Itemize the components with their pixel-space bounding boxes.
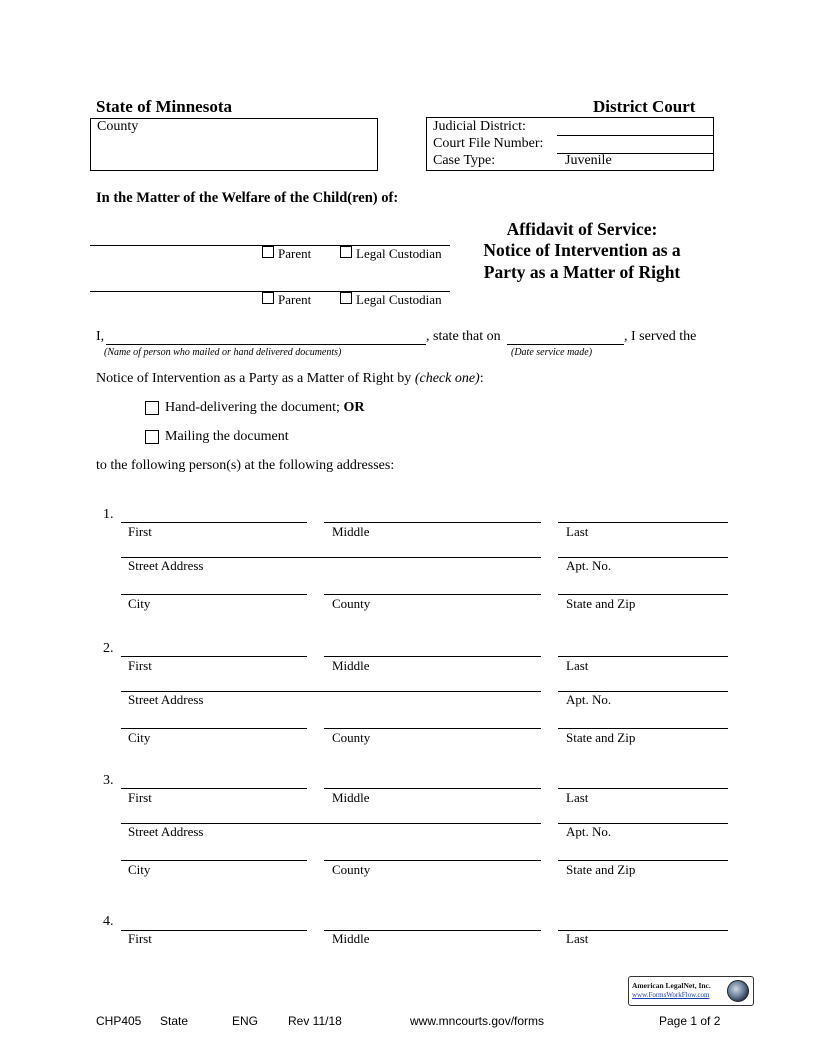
mail-option-label: Mailing the document [165,429,289,444]
form-title-line-3: Party as a Matter of Right [483,262,681,282]
parent-checkbox-2[interactable] [262,292,274,304]
last-label-1: Last [566,524,589,539]
footer-state: State [160,1014,189,1028]
judicial-district-label: Judicial District: [433,119,526,134]
footer-form-id: CHP405 [96,1014,142,1028]
entry-number-2: 2. [103,641,114,656]
state-zip-field-1[interactable] [558,594,728,595]
state-zip-field-3[interactable] [558,860,728,861]
statement-suffix: , I served the [624,329,697,344]
addressees-intro: to the following person(s) at the following addresses: [96,458,395,473]
city-field-3[interactable] [121,860,307,861]
first-label-3: First [128,790,152,805]
method-sentence-text: Notice of Intervention as a Party as a Matter of Right by [96,371,415,386]
first-name-field-3[interactable] [121,788,307,789]
county-field-2[interactable] [324,728,541,729]
middle-name-field-2[interactable] [324,656,541,657]
last-name-field-3[interactable] [558,788,728,789]
street-label-2: Street Address [128,692,204,707]
method-sentence-end: : [479,371,484,386]
case-info-box [426,117,714,171]
first-label-1: First [128,524,152,539]
last-label-3: Last [566,790,589,805]
county-label-1: County [332,596,371,611]
street-label-3: Street Address [128,824,204,839]
state-zip-label-2: State and Zip [566,730,636,745]
entry-number-3: 3. [103,773,114,788]
middle-label-3: Middle [332,790,370,805]
legalnet-logo[interactable] [628,976,754,1006]
served-by-name-field[interactable] [106,344,426,345]
footer-url[interactable]: www.mncourts.gov/forms [410,1014,545,1028]
date-caption: (Date service made) [511,347,593,358]
city-label-3: City [128,862,151,877]
last-label-4: Last [566,931,589,946]
statement-prefix: I, [96,329,105,344]
county-field-3[interactable] [324,860,541,861]
city-label-1: City [128,596,151,611]
court-file-number-label: Court File Number: [433,136,544,151]
county-label: County [97,119,139,134]
parent-label-1: Parent [278,246,312,261]
county-field-1[interactable] [324,594,541,595]
name-caption: (Name of person who mailed or hand delivered documents) [104,347,342,358]
globe-icon [727,980,749,1002]
custodian-checkbox-2[interactable] [340,292,352,304]
state-zip-label-1: State and Zip [566,596,636,611]
check-one-note: (check one) [414,371,480,386]
last-name-field-1[interactable] [558,522,728,523]
service-date-field[interactable] [507,344,624,345]
or-label: OR [343,400,365,415]
court-heading: District Court [593,97,696,116]
custodian-label-1: Legal Custodian [356,246,442,261]
middle-label-1: Middle [332,524,370,539]
footer-language: ENG [232,1014,259,1028]
state-zip-field-2[interactable] [558,728,728,729]
county-label-2: County [332,730,371,745]
hand-deliver-option [165,400,364,416]
apt-label-1: Apt. No. [566,558,612,573]
first-label-4: First [128,931,152,946]
case-type-value: Juvenile [565,153,612,168]
parent-checkbox-1[interactable] [262,246,274,258]
first-name-field-2[interactable] [121,656,307,657]
entry-number-1: 1. [103,507,114,522]
custodian-checkbox-1[interactable] [340,246,352,258]
state-heading: State of Minnesota [96,97,232,116]
county-box[interactable] [90,118,378,171]
logo-company-name: American LegalNet, Inc. [632,981,711,990]
form-title-line-2: Notice of Intervention as a [483,240,681,260]
hand-deliver-label: Hand-delivering the document; [165,400,344,415]
city-field-2[interactable] [121,728,307,729]
middle-name-field-3[interactable] [324,788,541,789]
custodian-label-2: Legal Custodian [356,292,442,307]
matter-heading: In the Matter of the Welfare of the Child(ren) of: [96,190,399,206]
footer-page-number: Page 1 of 2 [659,1014,721,1028]
city-label-2: City [128,730,151,745]
first-label-2: First [128,658,152,673]
logo-website-link[interactable]: www.FormsWorkFlow.com [632,991,710,999]
entry-number-4: 4. [103,914,114,929]
case-type-label: Case Type: [433,153,496,168]
last-name-field-2[interactable] [558,656,728,657]
apt-label-2: Apt. No. [566,692,612,707]
parent-label-2: Parent [278,292,312,307]
street-label-1: Street Address [128,558,204,573]
middle-name-field-1[interactable] [324,522,541,523]
city-field-1[interactable] [121,594,307,595]
statement-middle: , state that on [426,329,501,344]
footer-revision: Rev 11/18 [288,1014,342,1028]
method-sentence [96,371,484,387]
last-label-2: Last [566,658,589,673]
hand-deliver-checkbox[interactable] [145,401,159,415]
form-title-line-1: Affidavit of Service: [506,219,658,239]
county-label-3: County [332,862,371,877]
state-zip-label-3: State and Zip [566,862,636,877]
judicial-district-field[interactable] [557,135,713,136]
middle-label-4: Middle [332,931,370,946]
middle-label-2: Middle [332,658,370,673]
mail-checkbox[interactable] [145,430,159,444]
apt-label-3: Apt. No. [566,824,612,839]
first-name-field-1[interactable] [121,522,307,523]
